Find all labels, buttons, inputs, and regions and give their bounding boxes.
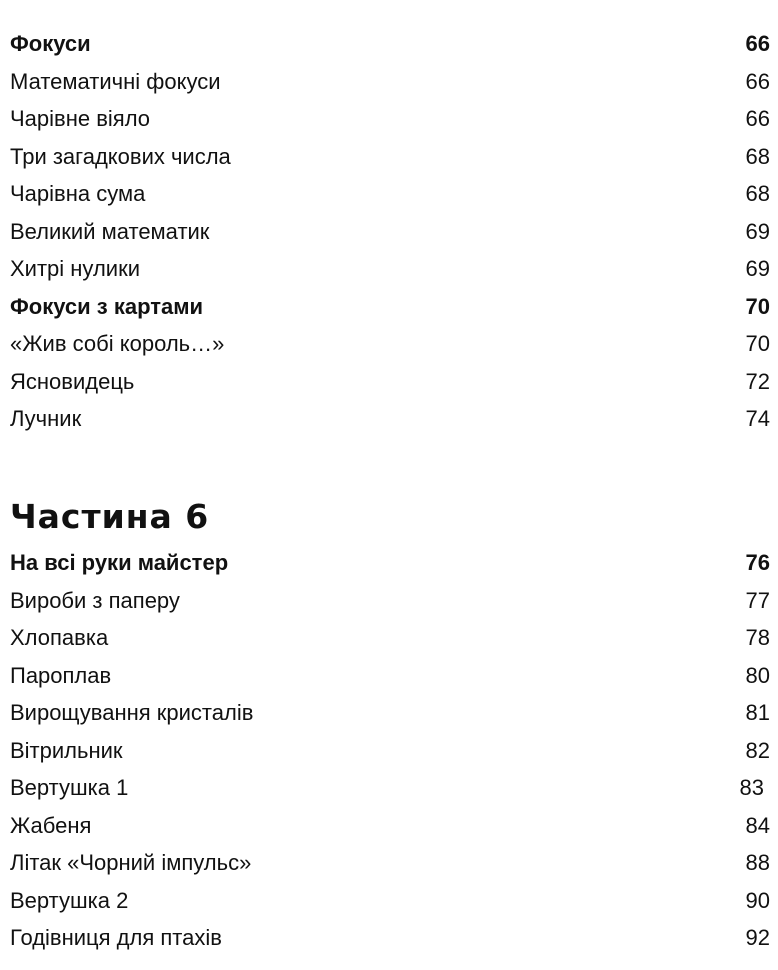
toc-entry-title: Ясновидець <box>10 368 135 394</box>
toc-entry <box>10 250 770 288</box>
toc-entry <box>10 363 770 401</box>
toc-entry-page: 82 <box>745 737 770 763</box>
toc-entry-title: Фокуси <box>10 31 91 56</box>
toc-entry-page: 68 <box>745 143 770 169</box>
toc-entry-page: 90 <box>745 887 770 913</box>
toc-entry <box>10 919 770 957</box>
toc-entry <box>10 807 770 845</box>
toc-entry-page: 70 <box>745 331 770 356</box>
toc-entry <box>10 63 770 101</box>
toc-entry-page: 84 <box>745 812 770 838</box>
toc-entry-title: Вироби з паперу <box>10 587 180 613</box>
toc-entry-title: Великий математик <box>10 218 210 244</box>
toc-entry-title: Чарівна сума <box>10 181 146 206</box>
toc-entry-page: 92 <box>745 925 770 950</box>
toc-entry-page: 66 <box>745 106 770 131</box>
toc-entry-page: 88 <box>745 850 770 875</box>
toc-entry-title: Чарівне віяло <box>10 106 151 131</box>
toc-entry <box>10 582 770 620</box>
toc-section-handicraft <box>10 544 770 957</box>
toc-entry <box>10 400 770 438</box>
toc-entry <box>10 732 770 770</box>
toc-entry-page: 69 <box>745 218 770 244</box>
toc-entry-page: 81 <box>745 700 770 725</box>
toc-entry-title: Хлопавка <box>10 625 109 650</box>
toc-entry-page: 74 <box>745 406 770 431</box>
toc-entry <box>10 175 770 213</box>
toc-entry <box>10 619 770 657</box>
toc-entry-page: 72 <box>745 368 770 394</box>
toc-entry <box>10 325 770 363</box>
part-title: Частина 6 <box>10 497 210 536</box>
toc-entry-title: Вертушка 1 <box>10 775 129 800</box>
toc-entry-page: 80 <box>745 662 770 688</box>
toc-entry <box>10 769 770 807</box>
toc-entry-page: 70 <box>745 293 770 319</box>
toc-entry-title: Лучник <box>10 406 82 431</box>
toc-entry-title: Літак «Чорний імпульс» <box>10 850 252 875</box>
toc-entry-page: 66 <box>745 31 770 56</box>
toc-entry-title: «Жив собі король…» <box>10 331 225 356</box>
toc-entry <box>10 544 770 582</box>
toc-entry-title: Математичні фокуси <box>10 68 221 94</box>
toc-entry-title: Вирощування кристалів <box>10 700 254 725</box>
toc-entry-page: 78 <box>745 625 770 650</box>
toc-entry <box>10 694 770 732</box>
toc-entry-page: 69 <box>745 256 770 281</box>
toc-entry <box>10 882 770 920</box>
toc-entry-title: Годівниця для птахів <box>10 925 222 950</box>
toc-entry-title: Фокуси з картами <box>10 293 204 319</box>
toc-entry-title: Вертушка 2 <box>10 887 129 913</box>
toc-entry-title: Три загадкових числа <box>10 143 231 169</box>
toc-entry <box>10 138 770 176</box>
toc-entry-title: На всі руки майстер <box>10 550 229 575</box>
toc-entry-page: 66 <box>745 68 770 94</box>
toc-entry-page: 68 <box>745 181 770 206</box>
toc-entry-title: Хитрі нулики <box>10 256 140 281</box>
toc-entry <box>10 657 770 695</box>
toc-entry-page: 83 <box>739 775 764 800</box>
toc-entry-page: 76 <box>745 550 770 575</box>
toc-entry <box>10 100 770 138</box>
toc-entry <box>10 213 770 251</box>
toc-section-tricks <box>10 25 770 438</box>
toc-entry-page: 77 <box>745 587 770 613</box>
toc-entry <box>10 844 770 882</box>
toc-entry-title: Вітрильник <box>10 737 123 763</box>
toc-entry <box>10 25 770 63</box>
toc-entry <box>10 288 770 326</box>
toc-entry-title: Пароплав <box>10 662 112 688</box>
toc-entry-title: Жабеня <box>10 812 92 838</box>
